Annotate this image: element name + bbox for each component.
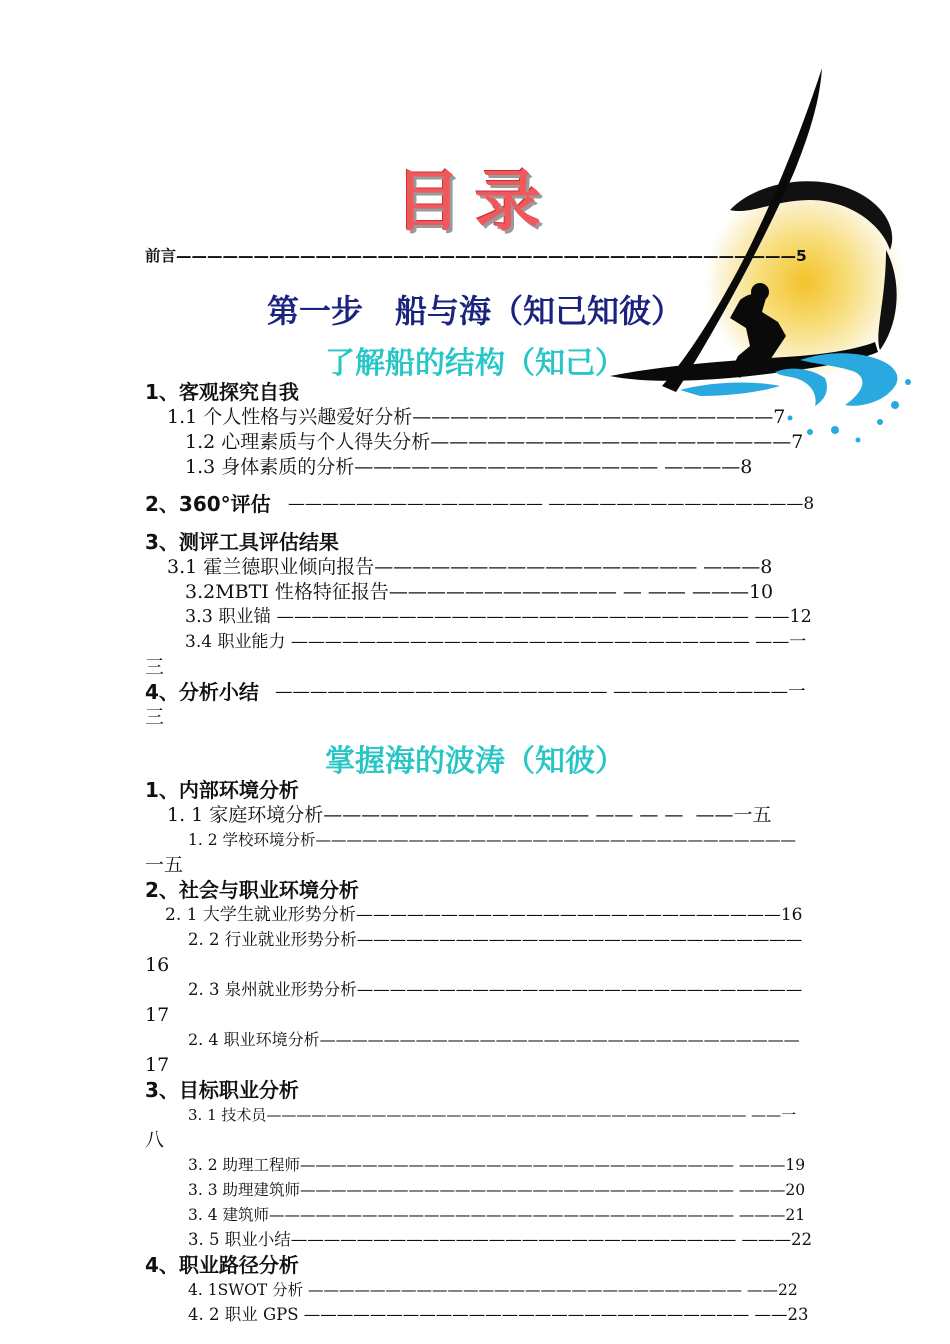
toc2-entry-1-1: 1. 1 家庭环境分析—————————————— —— — — ——一五 <box>167 804 772 826</box>
toc2-section-3: 3、目标职业分析 <box>145 1078 299 1102</box>
toc-entry-3-4: 3.4 职业能力 ——————————————————————————— ——一 <box>185 632 807 652</box>
toc2-section-1: 1、内部环境分析 <box>145 778 299 802</box>
toc-section-4-leader: ——————————————————— ——————————一 <box>275 682 806 702</box>
toc2-entry-2-3-wrap: 17 <box>145 1004 170 1026</box>
toc2-entry-3-4: 3. 4 建筑师—————————————————————————————— ———21 <box>188 1206 806 1224</box>
toc-section-1: 1、客观探究自我 <box>145 380 299 404</box>
toc2-entry-2-2: 2. 2 行业就业形势分析——————————————————————————— <box>188 930 803 949</box>
toc2-entry-1-2: 1. 2 学校环境分析——————————————————————————————— <box>188 831 797 849</box>
toc2-entry-4-1: 4. 1SWOT 分析 ———————————————————————————— ——22 <box>188 1281 798 1299</box>
toc-entry-3-4-wrap: 三 <box>145 656 165 678</box>
part2-subheading: 掌握海的波涛（知彼） <box>325 744 625 779</box>
toc-section-2-leader: ——————————————— ———————————————8 <box>288 494 815 514</box>
toc2-entry-2-1: 2. 1 大学生就业形势分析—————————————————————————16 <box>165 905 803 925</box>
toc-section-3: 3、测评工具评估结果 <box>145 530 339 554</box>
toc-entry-1-3: 1.3 身体素质的分析———————————————— ————8 <box>185 456 753 478</box>
toc2-entry-3-3: 3. 3 助理建筑师———————————————————————————— ———20 <box>188 1181 806 1199</box>
toc-entry-3-3: 3.3 职业锚 ——————————————————————————— ——12 <box>185 607 812 627</box>
toc2-entry-2-2-wrap: 16 <box>145 954 170 976</box>
toc-preface: 前言————————————————————————————————————————5 <box>145 247 807 265</box>
toc2-entry-4-2: 4. 2 职业 GPS ——————————————————————————— ——23 <box>188 1305 809 1324</box>
toc-entry-3-2: 3.2MBTI 性格特征报告———————————— — —— ———10 <box>185 581 774 603</box>
toc2-entry-3-1-wrap: 八 <box>145 1129 165 1151</box>
toc2-entry-3-5: 3. 5 职业小结——————————————————————————— ———22 <box>188 1230 812 1249</box>
toc-entry-3-1: 3.1 霍兰德职业倾向报告————————————————— ———8 <box>167 556 773 578</box>
toc2-entry-2-4: 2. 4 职业环境分析—————————————————————————————— <box>188 1030 800 1049</box>
toc-section-4: 4、分析小结 <box>145 680 259 704</box>
toc2-entry-3-2: 3. 2 助理工程师———————————————————————————— ———19 <box>188 1156 806 1174</box>
toc2-entry-2-3: 2. 3 泉州就业形势分析——————————————————————————— <box>188 980 803 999</box>
toc-entry-1-2: 1.2 心理素质与个人得失分析———————————————————7 <box>185 431 804 453</box>
toc-entry-1-1: 1.1 个人性格与兴趣爱好分析———————————————————7 <box>167 406 786 428</box>
toc2-section-4: 4、职业路径分析 <box>145 1253 299 1277</box>
part1-heading: 第一步 船与海（知己知彼） <box>266 292 683 330</box>
toc2-section-2: 2、社会与职业环境分析 <box>145 878 359 902</box>
toc2-entry-3-1: 3. 1 技术员———————————————————————————————— ——一 <box>188 1106 797 1124</box>
part1-subheading: 了解船的结构（知己） <box>325 346 625 381</box>
toc2-entry-2-4-wrap: 17 <box>145 1054 170 1076</box>
toc2-entry-1-2-wrap: 一五 <box>145 854 184 876</box>
toc-section-2: 2、360°评估 <box>145 492 271 516</box>
toc-section-4-wrap: 三 <box>145 706 165 728</box>
page-title: 目录 <box>395 163 555 240</box>
